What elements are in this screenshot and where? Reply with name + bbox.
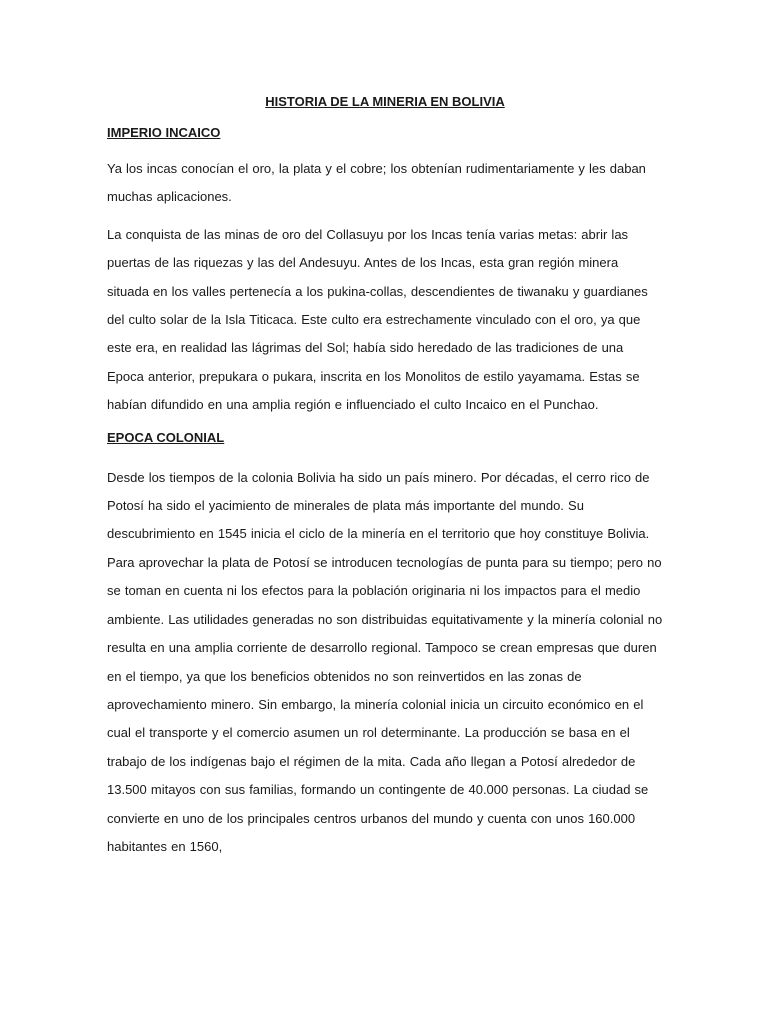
document-body [107, 92, 663, 861]
section-heading-imperio-incaico: IMPERIO INCAICO [107, 125, 221, 140]
document-title: HISTORIA DE LA MINERIA EN BOLIVIA [265, 94, 505, 109]
paragraph-collasuyu-conquest: La conquista de las minas de oro del Collasuyu por los Incas tenía varias metas: abrir las puertas de las riquezas y las del Andesuyu. Antes de los Incas, esta gran región minera situada en los valles pertenecía a los pukina-collas, descendientes de tiwanaku y guardianes del culto solar de la Isla Titicaca. Este culto era estrechamente vinculado con el oro, ya que este era, en realidad las lágrimas del Sol; había sido heredado de las tradiciones de una Epoca anterior, prepukara o pukara, inscrita en los Monolitos de estilo yayamama. Estas se habían difundido en una amplia región e influenciado el culto Incaico en el Punchao. [107, 226, 648, 413]
section-heading-epoca-colonial: EPOCA COLONIAL [107, 429, 225, 445]
paragraph-incas-metals: Ya los incas conocían el oro, la plata y el cobre; los obtenían rudimentariamente y les daban muchas aplicaciones. [107, 161, 646, 205]
paragraph-colonial-mining: Desde los tiempos de la colonia Bolivia ha sido un país minero. Por décadas, el cerro rico de Potosí ha sido el yacimiento de minerales de plata más importante del mundo. Su descubrimiento en 1545 inicia el ciclo de la minería en el territorio que hoy constituye Bolivia. Para aprovechar la plata de Potosí se introducen tecnologías de punta para su tiempo; pero no se toman en cuenta ni los efectos para la población originaria ni los impactos para el medio ambiente. Las utilidades generadas no son distribuidas equitativamente y la minería colonial no resulta en una amplia corriente de desarrollo regional. Tampoco se crean empresas que duren en el tiempo, ya que los beneficios obtenidos no son reinvertidos en las zonas de aprovechamiento minero. Sin embargo, la minería colonial inicia un circuito económico en el cual el transporte y el comercio asumen un rol determinante. La producción se basa en el trabajo de los indígenas bajo el régimen de la mita. Cada año llegan a Potosí alrededor de 13.500 mitayos con sus familias, formando un contingente de 40.000 personas. La ciudad se convierte en uno de los principales centros urbanos del mundo y cuenta con unos 160.000 habitantes en 1560, [107, 469, 663, 854]
